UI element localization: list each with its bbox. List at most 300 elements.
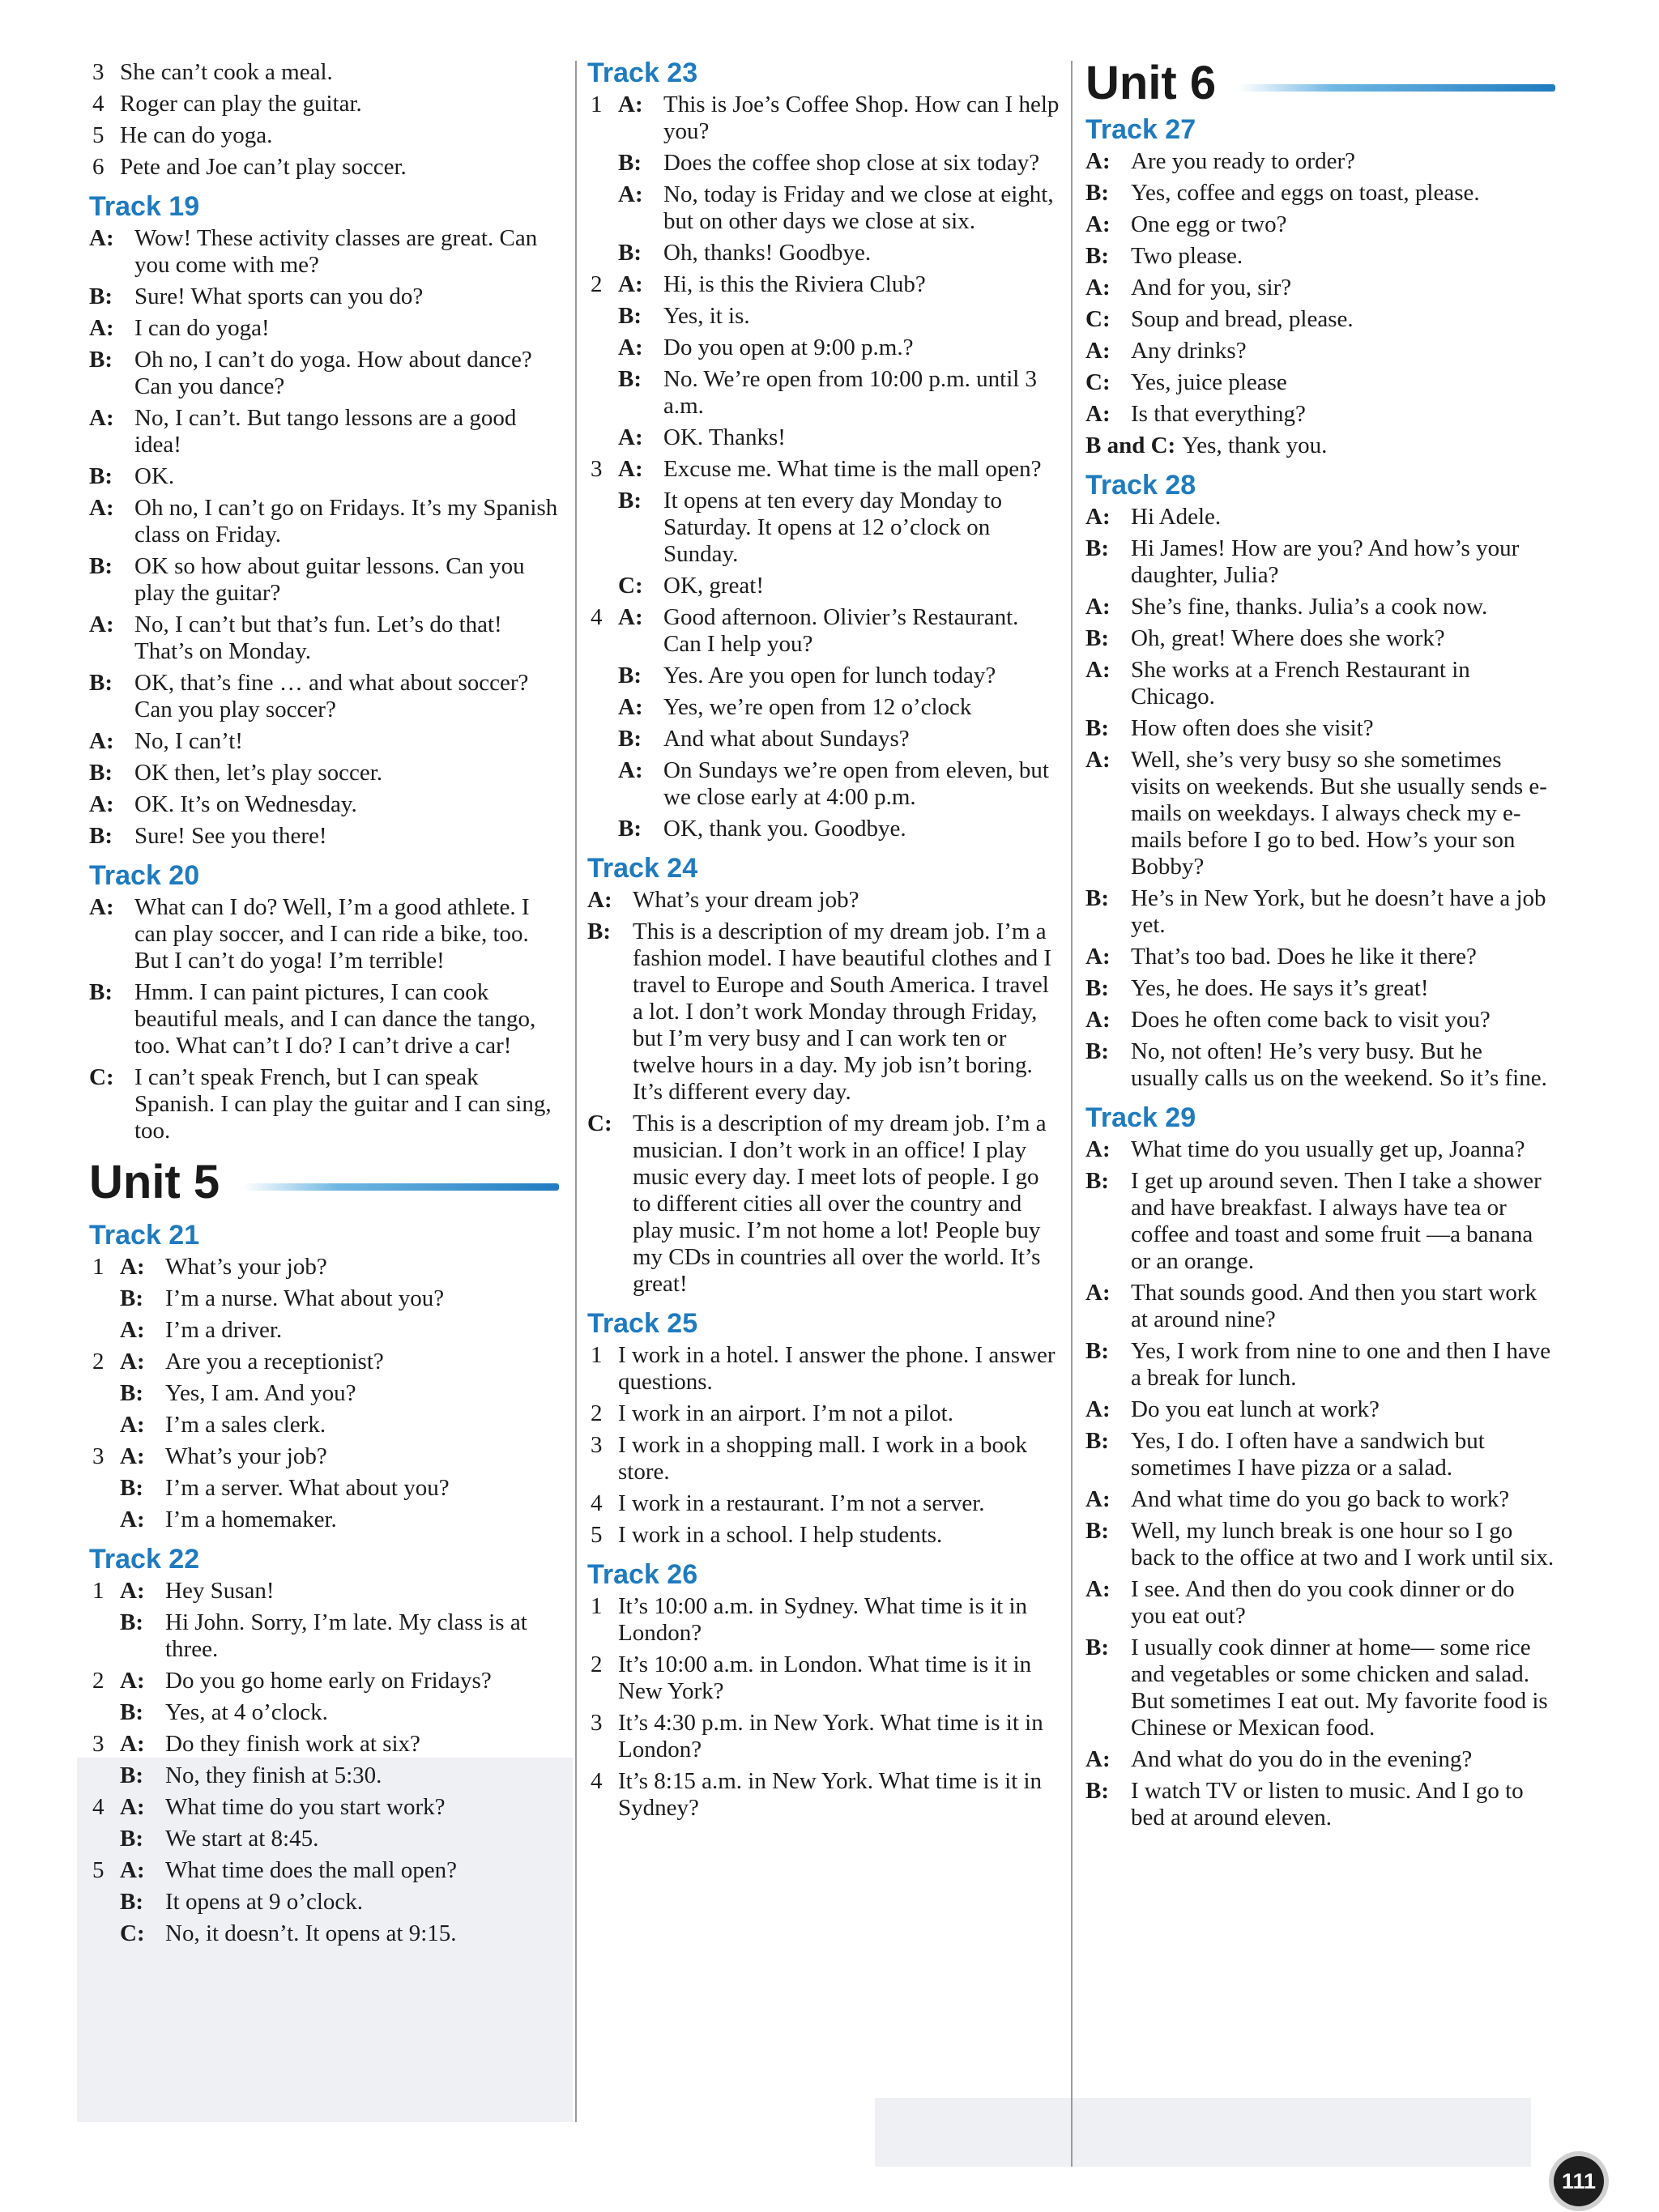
dialogue-line [89, 1699, 559, 1726]
dialogue-line [1085, 306, 1555, 333]
dialogue-line [1085, 625, 1555, 652]
item-number [89, 1920, 120, 1947]
dialogue-line [587, 694, 1061, 721]
line-text: Sure! See you there! [134, 823, 327, 849]
speaker-label: A: [1085, 504, 1111, 530]
speaker-label: B: [1085, 1168, 1109, 1194]
line-text: OK then, let’s play soccer. [134, 760, 383, 786]
speaker-label: C: [587, 1110, 612, 1136]
speaker-label: A: [618, 604, 643, 630]
speaker-label: B: [89, 553, 113, 579]
item-number: 4 [591, 604, 603, 630]
numbered-list [89, 59, 559, 181]
line-text: I’m a driver. [165, 1317, 283, 1343]
speaker-label: A: [1085, 1396, 1111, 1422]
dialogue-line [1085, 433, 1555, 459]
line-text: OK, thank you. Goodbye. [663, 816, 906, 842]
line-text: It opens at ten every day Monday to Saturday. It opens at 12 o’clock on Sunday. [663, 488, 1002, 567]
speaker-label: B: [120, 1889, 143, 1915]
item-number: 5 [92, 122, 104, 148]
speaker-label: B: [618, 488, 642, 514]
line-text: Hmm. I can paint pictures, I can cook beautiful meals, and I can dance the tango, too. What can’t I do? I can’t drive a car! [134, 979, 536, 1059]
speaker-label: A: [1085, 1136, 1111, 1162]
line-text: And what about Sundays? [663, 726, 910, 752]
dialogue-line [1085, 594, 1555, 620]
dialogue-line [1085, 401, 1555, 428]
line-text: It opens at 9 o’clock. [165, 1889, 364, 1915]
line-text: Yes, we’re open from 12 o’clock [663, 694, 972, 720]
line-text: No, I can’t! [134, 728, 243, 754]
item-number: 4 [591, 1768, 603, 1794]
item-number [89, 1889, 120, 1916]
dialogue-line [89, 894, 559, 974]
item-number: 3 [591, 1432, 603, 1458]
line-text: Yes, I do. I often have a sandwich but sometimes I have pizza or a salad. [1131, 1428, 1485, 1481]
dialogue-line [1085, 275, 1555, 301]
dialogue-line [1085, 1007, 1555, 1034]
dialogue-line [587, 663, 1061, 689]
unit-rule-bar [242, 1183, 559, 1191]
unit-rule-bar [1239, 84, 1555, 92]
dialogue-line [587, 757, 1061, 811]
speaker-label: B: [89, 463, 113, 489]
item-number [89, 1380, 120, 1407]
dialogue-line [587, 1110, 1061, 1298]
dialogue-line [1085, 1038, 1555, 1092]
track-19-dialogue [89, 225, 559, 850]
dialogue-line [89, 823, 559, 850]
item-number: 4 [591, 1490, 603, 1516]
item-number: 2 [591, 271, 603, 297]
line-text: I’m a sales clerk. [165, 1412, 326, 1438]
item-number [587, 335, 618, 361]
list-item [587, 1710, 1061, 1763]
line-text: I’m a homemaker. [165, 1507, 337, 1532]
track-29-dialogue [1085, 1136, 1555, 1831]
list-item [587, 1593, 1061, 1647]
line-text: I see. And then do you cook dinner or do you eat out? [1131, 1576, 1515, 1629]
dialogue-line [1085, 657, 1555, 710]
speaker-label: B: [1085, 180, 1109, 206]
speaker-label: B: [120, 1609, 143, 1635]
track-28-heading: Track 28 [1085, 470, 1196, 501]
line-text: This is a description of my dream job. I’m a fashion model. I have beautiful clothes and I travel to Europe and South America. I travel a lot. I don’t work Monday through Friday, but I’m very busy and I can work ten or twelve hours in a day. My job isn’t boring. It’s different every day. [633, 918, 1052, 1105]
line-text: I can’t speak French, but I can speak Spanish. I can play the guitar and I can sing, too. [134, 1064, 552, 1144]
dialogue-line [587, 456, 1061, 483]
dialogue-line [1085, 1634, 1555, 1741]
dialogue-line [89, 760, 559, 786]
speaker-label: B: [89, 979, 113, 1005]
item-number [89, 1762, 120, 1789]
speaker-label: A: [120, 1731, 145, 1757]
line-text: No, I can’t but that’s fun. Let’s do that! That’s on Monday. [134, 612, 502, 664]
line-text: Hey Susan! [165, 1578, 275, 1604]
speaker-label: A: [618, 335, 643, 360]
speaker-label: A: [618, 92, 643, 117]
line-text: I work in an airport. I’m not a pilot. [618, 1400, 953, 1426]
line-text: What’s your dream job? [633, 887, 859, 913]
speaker-label: A: [89, 791, 114, 817]
speaker-label: B: [120, 1475, 143, 1501]
track-25-heading: Track 25 [587, 1308, 698, 1339]
dialogue-line [1085, 1486, 1555, 1513]
speaker-label: A: [618, 181, 643, 207]
speaker-label: A: [1085, 1280, 1111, 1306]
line-text: I can do yoga! [134, 315, 270, 341]
dialogue-line [89, 1254, 559, 1281]
track-24-dialogue [587, 887, 1061, 1298]
item-number [587, 694, 618, 721]
line-text: Does the coffee shop close at six today? [663, 150, 1040, 176]
line-text: Good afternoon. Olivier’s Restaurant. Can I help you? [663, 604, 1019, 657]
line-text: It’s 8:15 a.m. in New York. What time is it in Sydney? [618, 1768, 1043, 1821]
line-text: I work in a restaurant. I’m not a server. [618, 1490, 985, 1516]
line-text: OK, that’s fine … and what about soccer? Can you play soccer? [134, 670, 529, 722]
line-text: What time do you usually get up, Joanna? [1131, 1136, 1525, 1162]
line-text: It’s 4:30 p.m. in New York. What time is it in London? [618, 1710, 1043, 1762]
line-text: Do you eat lunch at work? [1131, 1396, 1380, 1422]
speaker-label: A: [587, 887, 612, 913]
speaker-label: A: [120, 1857, 145, 1883]
item-number: 1 [591, 1593, 603, 1619]
speaker-label: B: [120, 1762, 143, 1788]
speaker-label: A: [120, 1443, 145, 1469]
speaker-label: C: [618, 573, 643, 599]
dialogue-line [1085, 1396, 1555, 1423]
dialogue-line [587, 303, 1061, 330]
speaker-label: A: [120, 1507, 145, 1532]
line-text: No, today is Friday and we close at eight, but on other days we close at six. [663, 181, 1054, 234]
speaker-label: A: [89, 405, 114, 431]
line-text: This is Joe’s Coffee Shop. How can I help you? [663, 92, 1060, 144]
speaker-label: B: [1085, 535, 1109, 561]
dialogue-line [89, 1920, 559, 1947]
speaker-label: A: [89, 495, 114, 521]
dialogue-line [1085, 1518, 1555, 1571]
dialogue-line [1085, 1428, 1555, 1481]
line-text: I work in a hotel. I answer the phone. I answer questions. [618, 1342, 1056, 1395]
speaker-label: B: [89, 670, 113, 696]
dialogue-line [587, 150, 1061, 177]
unit-5-heading [89, 1156, 559, 1209]
item-number [89, 1699, 120, 1726]
line-text: Is that everything? [1131, 401, 1306, 427]
list-item [587, 1768, 1061, 1822]
speaker-label: B: [1085, 1518, 1109, 1544]
speaker-label: B: [89, 823, 113, 849]
track-27-dialogue [1085, 148, 1555, 428]
speaker-label: B: [89, 347, 113, 373]
line-text: What time do you start work? [165, 1794, 446, 1820]
list-item [89, 59, 559, 86]
line-text: We start at 8:45. [165, 1826, 319, 1852]
track-20-dialogue [89, 894, 559, 1144]
item-number: 3 [92, 1443, 104, 1469]
dialogue-line [587, 918, 1061, 1106]
line-text: OK. It’s on Wednesday. [134, 791, 357, 817]
line-text: Oh no, I can’t do yoga. How about dance? Can you dance? [134, 347, 532, 399]
line-text: Oh, thanks! Goodbye. [663, 240, 872, 266]
dialogue-line [1085, 715, 1555, 742]
line-text: He’s in New York, but he doesn’t have a job yet. [1131, 885, 1546, 938]
speaker-label: A: [120, 1349, 145, 1375]
dialogue-line [587, 335, 1061, 361]
dialogue-line [89, 979, 559, 1059]
line-text: On Sundays we’re open from eleven, but we close early at 4:00 p.m. [663, 757, 1049, 810]
dialogue-line [89, 1609, 559, 1663]
line-text: It’s 10:00 a.m. in London. What time is it in New York? [618, 1652, 1032, 1704]
speaker-label: C: [89, 1064, 114, 1090]
item-text: Pete and Joe can’t play soccer. [120, 154, 407, 180]
dialogue-line [1085, 535, 1555, 589]
line-text: Wow! These activity classes are great. Can you come with me? [134, 225, 538, 278]
line-text: How often does she visit? [1131, 715, 1374, 741]
item-number [587, 726, 618, 752]
line-text: I’m a nurse. What about you? [165, 1285, 445, 1311]
line-text: Do you go home early on Fridays? [165, 1668, 492, 1694]
dialogue-line [1085, 885, 1555, 939]
line-text: Yes, I am. And you? [165, 1380, 356, 1406]
line-text: Yes, juice please [1131, 369, 1287, 395]
track-19-heading: Track 19 [89, 191, 200, 222]
dialogue-line [587, 271, 1061, 298]
item-number: 4 [92, 91, 104, 117]
line-text: No. We’re open from 10:00 p.m. until 3 a.m. [663, 366, 1038, 419]
speaker-label: B: [1085, 1338, 1109, 1364]
item-number [587, 240, 618, 266]
speaker-label: A: [120, 1317, 145, 1343]
dialogue-line [89, 1317, 559, 1344]
dialogue-line [89, 225, 559, 279]
line-text: Well, she’s very busy so she sometimes visits on weekends. But she usually sends e-mails on weekdays. I always check my e-mails before I go to bed. How’s your son Bobby? [1131, 747, 1547, 880]
speaker-label: A: [120, 1254, 145, 1280]
line-text: Yes, at 4 o’clock. [165, 1699, 328, 1725]
dialogue-line [1085, 243, 1555, 270]
dialogue-line [1085, 1136, 1555, 1163]
speaker-label: B: [618, 663, 642, 688]
line-text: What can I do? Well, I’m a good athlete. I can play soccer, and I can ride a bike, too. But I can’t do yoga! I’m terrible! [134, 894, 530, 974]
speaker-label: A: [1085, 657, 1111, 683]
dialogue-line [1085, 975, 1555, 1002]
item-number [587, 757, 618, 811]
speaker-label: B: [1085, 1778, 1109, 1804]
line-text: OK, great! [663, 573, 765, 599]
speaker-label: A: [120, 1412, 145, 1438]
line-text: Are you ready to order? [1131, 148, 1355, 174]
speaker-label: A: [1085, 944, 1111, 970]
item-number [89, 1285, 120, 1312]
speaker-label: B: [618, 726, 642, 752]
speaker-label: A: [89, 225, 114, 251]
item-number [587, 150, 618, 177]
track-25-list [587, 1342, 1061, 1549]
item-number: 3 [92, 1731, 104, 1757]
speaker-label: B: [618, 816, 642, 842]
line-text: OK. [134, 463, 175, 489]
line-text: Hi James! How are you? And how’s your daughter, Julia? [1131, 535, 1520, 588]
list-item [89, 154, 559, 181]
line-text: Any drinks? [1131, 338, 1247, 364]
unit-6-heading [1085, 57, 1555, 110]
dialogue-line [89, 1857, 559, 1884]
track-24-heading: Track 24 [587, 853, 698, 884]
dialogue-line [1085, 369, 1555, 396]
line-text: I watch TV or listen to music. And I go to bed at around eleven. [1131, 1778, 1524, 1831]
line-text: And what time do you go back to work? [1131, 1486, 1510, 1512]
list-item [587, 1432, 1061, 1485]
dialogue-line [89, 791, 559, 818]
speaker-label: B: [120, 1285, 143, 1311]
line-text: She’s fine, thanks. Julia’s a cook now. [1131, 594, 1488, 620]
item-number [587, 424, 618, 451]
dialogue-line [1085, 148, 1555, 175]
dialogue-line [89, 463, 559, 490]
item-number [587, 488, 618, 568]
dialogue-line [89, 1412, 559, 1438]
item-number [89, 1412, 120, 1438]
dialogue-line [89, 1507, 559, 1533]
dialogue-line [89, 495, 559, 548]
dialogue-line [89, 1762, 559, 1789]
speaker-label: A: [1085, 211, 1111, 237]
unit-title: Unit 6 [1085, 57, 1217, 109]
dialogue-line [587, 726, 1061, 752]
column-3 [1085, 57, 1555, 1836]
line-text: I work in a shopping mall. I work in a book store. [618, 1432, 1028, 1485]
item-number [587, 816, 618, 842]
speaker-label: A: [89, 315, 114, 341]
speaker-label: B: [587, 918, 611, 944]
item-number: 5 [92, 1857, 104, 1883]
line-text: Soup and bread, please. [1131, 306, 1354, 332]
line-text: Hi Adele. [1131, 504, 1222, 530]
dialogue-line [89, 1889, 559, 1916]
unit-title: Unit 5 [89, 1156, 220, 1208]
speaker-label: B: [1085, 1634, 1109, 1660]
dialogue-line [587, 366, 1061, 420]
speaker-label: B: [1085, 1038, 1109, 1064]
speaker-label: A: [89, 612, 114, 637]
speaker-label: C: [120, 1920, 145, 1946]
item-text: Roger can play the guitar. [120, 91, 362, 117]
list-item [89, 91, 559, 117]
line-text: It’s 10:00 a.m. in Sydney. What time is it in London? [618, 1593, 1028, 1646]
dialogue-line [89, 670, 559, 723]
item-number [587, 366, 618, 420]
line-text: Yes, he does. He says it’s great! [1131, 975, 1429, 1001]
speaker-label: A: [1085, 148, 1111, 174]
line-text: What’s your job? [165, 1443, 327, 1469]
list-item [587, 1652, 1061, 1705]
item-text: He can do yoga. [120, 122, 273, 148]
speaker-label: A: [1085, 1486, 1111, 1512]
speaker-label: B: [1085, 885, 1109, 911]
item-number: 1 [92, 1578, 104, 1604]
dialogue-line [587, 573, 1061, 599]
item-number: 5 [591, 1522, 603, 1548]
speaker-label: A: [618, 424, 643, 450]
speaker-label: A: [618, 757, 643, 783]
line-text: Do you open at 9:00 p.m.? [663, 335, 914, 360]
line-text: Yes, thank you. [1182, 433, 1328, 458]
line-text: No, they finish at 5:30. [165, 1762, 382, 1788]
line-text: That sounds good. And then you start work at around nine? [1131, 1280, 1537, 1332]
speaker-label: A: [1085, 1746, 1111, 1772]
line-text: What’s your job? [165, 1254, 327, 1280]
list-item [587, 1400, 1061, 1427]
line-text: What time does the mall open? [165, 1857, 457, 1883]
item-number: 1 [591, 1342, 603, 1368]
item-number: 3 [92, 59, 104, 85]
speaker-label: A: [120, 1668, 145, 1694]
dialogue-line [89, 612, 559, 665]
line-text: I’m a server. What about you? [165, 1475, 450, 1501]
line-text: Well, my lunch break is one hour so I go back to the office at two and I work until six. [1131, 1518, 1555, 1571]
dialogue-line [89, 315, 559, 342]
item-number [89, 1475, 120, 1502]
speaker-label: B: [1085, 243, 1109, 269]
item-number: 1 [92, 1254, 104, 1280]
item-number: 3 [591, 456, 603, 482]
line-text: She works at a French Restaurant in Chicago. [1131, 657, 1470, 710]
line-text: Are you a receptionist? [165, 1349, 384, 1375]
dialogue-line [1085, 1280, 1555, 1333]
item-number: 2 [591, 1400, 603, 1426]
dialogue-line [587, 424, 1061, 451]
item-number: 1 [591, 92, 603, 117]
speaker-label: A: [1085, 338, 1111, 364]
column-divider [575, 61, 577, 2122]
column-2 [587, 57, 1061, 1826]
page-number-badge: 111 [1554, 2156, 1604, 2206]
speaker-label: A: [1085, 1576, 1111, 1602]
speaker-label: C: [1085, 369, 1111, 395]
line-text: And what do you do in the evening? [1131, 1746, 1473, 1772]
dialogue-line [89, 405, 559, 458]
item-number: 3 [591, 1710, 603, 1736]
track-26-list [587, 1593, 1061, 1822]
dialogue-line [89, 1794, 559, 1821]
dialogue-line [89, 347, 559, 400]
track-29-heading: Track 29 [1085, 1102, 1196, 1133]
dialogue-line [587, 240, 1061, 266]
dialogue-line [89, 1826, 559, 1852]
speaker-label: B: [120, 1699, 143, 1725]
speaker-label: B: [89, 283, 113, 309]
item-number [89, 1826, 120, 1852]
line-text: OK so how about guitar lessons. Can you play the guitar? [134, 553, 525, 606]
speaker-label: B and C: [1085, 433, 1176, 458]
item-number: 4 [92, 1794, 104, 1820]
speaker-label: B: [1085, 625, 1109, 651]
column-1 [89, 57, 559, 1952]
item-number: 6 [92, 154, 104, 180]
dialogue-line [1085, 180, 1555, 207]
dialogue-line [89, 1064, 559, 1144]
line-text: This is a description of my dream job. I’m a musician. I don’t work in an office! I play music every day. I meet lots of people. I go to different cities all over the country and play music. I’m not home a lot! People buy my CDs in countries all over the world. It’s great! [633, 1110, 1047, 1297]
line-text: I usually cook dinner at home— some rice and vegetables or some chicken and salad. But sometimes I eat out. My favorite food is Chinese or Mexican food. [1131, 1634, 1548, 1741]
line-text: OK. Thanks! [663, 424, 786, 450]
dialogue-line [1085, 747, 1555, 880]
speaker-label: B: [89, 760, 113, 786]
dialogue-line [89, 1578, 559, 1605]
speaker-label: B: [618, 240, 642, 266]
dialogue-line [1085, 338, 1555, 364]
item-number: 2 [591, 1652, 603, 1677]
line-text: Two please. [1131, 243, 1243, 269]
item-number [587, 303, 618, 330]
track-28-dialogue [1085, 504, 1555, 1092]
